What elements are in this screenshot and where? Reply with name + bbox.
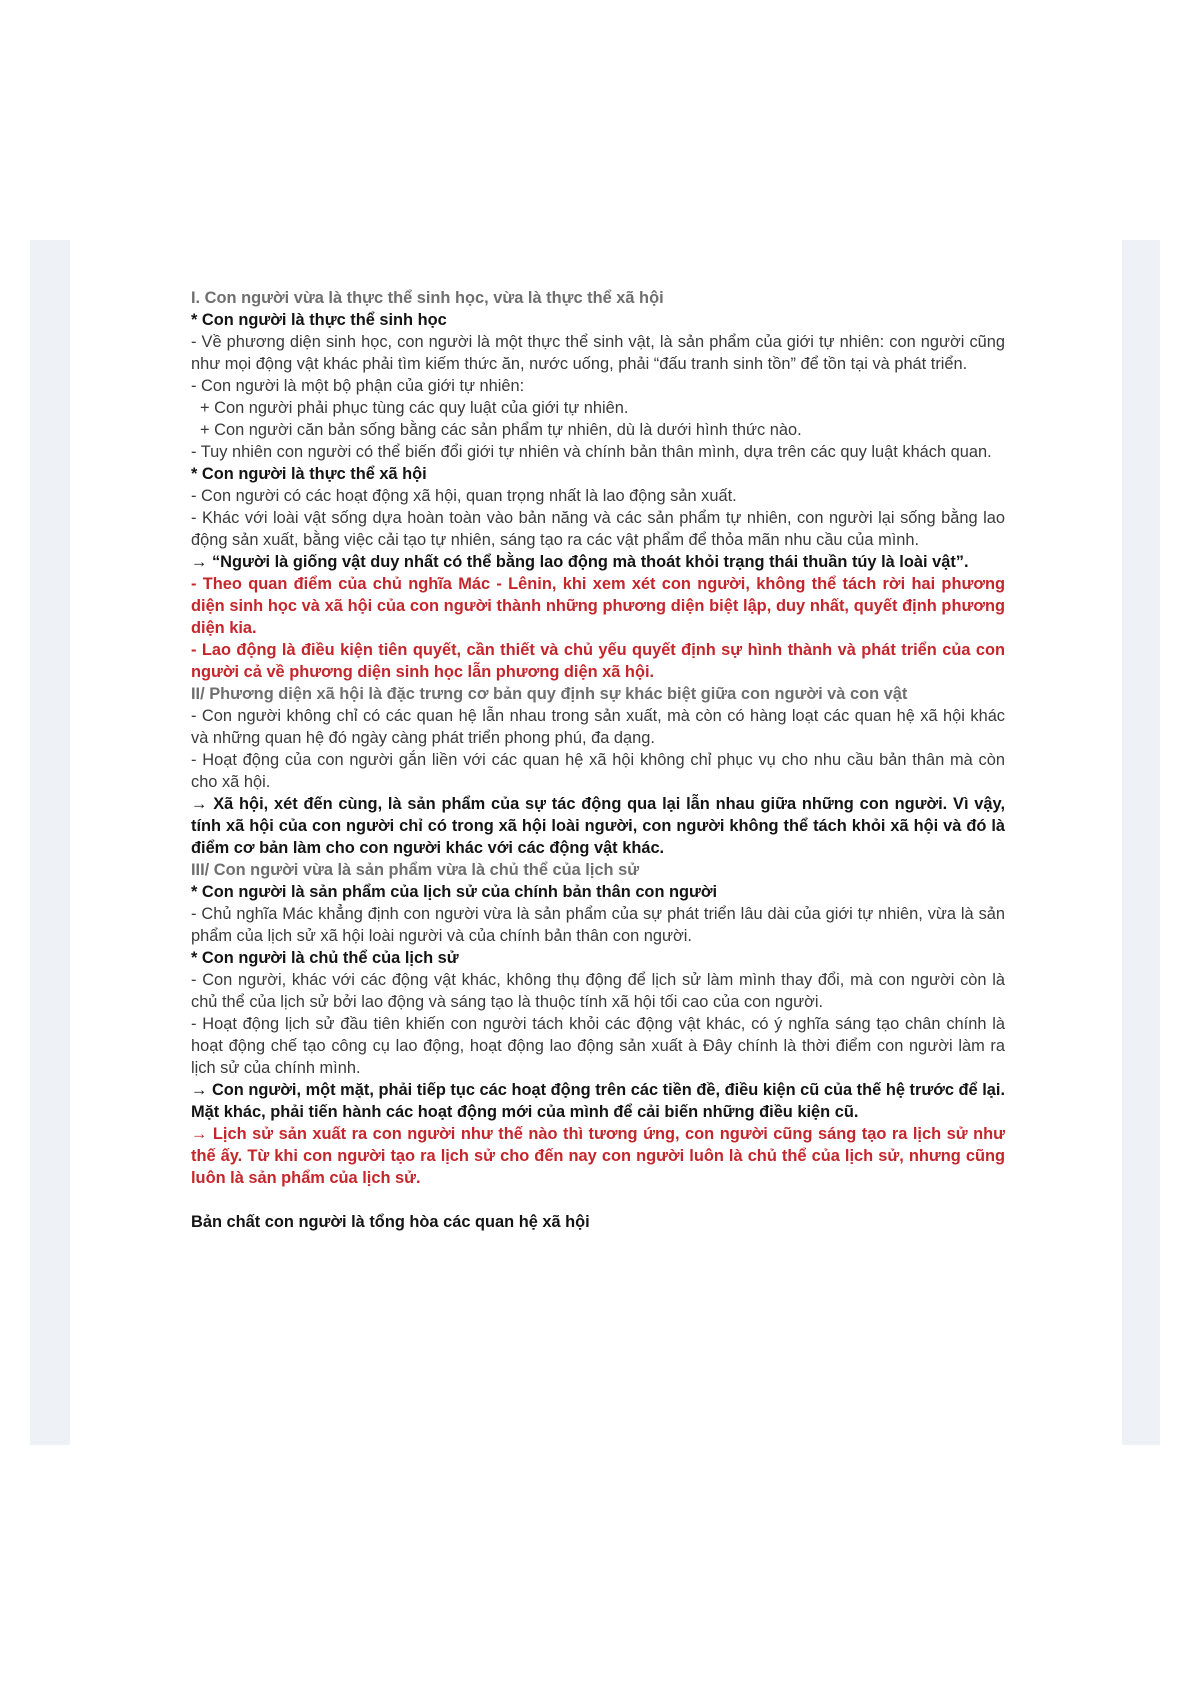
paragraph: - Hoạt động lịch sử đầu tiên khiến con người tách khỏi các động vật khác, có ý nghĩa sáng tạo chân chính là hoạt động chế tạo công cụ lao động, hoạt động lao động sản xuất à Đây chính là thời điểm con người làm ra lịch sử của chính mình.	[191, 1015, 1005, 1077]
section-heading-1: I. Con người vừa là thực thể sinh học, vừa là thực thể xã hội	[191, 289, 664, 307]
paragraph: - Con người, khác với các động vật khác, không thụ động để lịch sử làm mình thay đổi, mà con người còn là chủ thể của lịch sử bởi lao động và sáng tạo là thuộc tính xã hội tối cao của con người.	[191, 971, 1005, 1011]
blank-line	[191, 1189, 1005, 1211]
highlight-paragraph: - Lao động là điều kiện tiên quyết, cần thiết và chủ yếu quyết định sự hình thành và phát triển của con người cả về phương diện sinh học lẫn phương diện xã hội.	[191, 641, 1005, 681]
paragraph: - Hoạt động của con người gắn liền với các quan hệ xã hội không chỉ phục vụ cho nhu cầu bản thân mà còn cho xã hội.	[191, 751, 1005, 791]
paragraph: - Con người là một bộ phận của giới tự nhiên:	[191, 377, 525, 395]
highlight-paragraph: - Theo quan điểm của chủ nghĩa Mác - Lênin, khi xem xét con người, không thể tách rời hai phương diện sinh học và xã hội của con người thành những phương diện biệt lập, duy nhất, quyết định phương diện kia.	[191, 575, 1005, 637]
subheading-social: * Con người là thực thể xã hội	[191, 465, 427, 483]
bold-conclusion: → Xã hội, xét đến cùng, là sản phẩm của sự tác động qua lại lẫn nhau giữa những con người. Vì vậy, tính xã hội của con người chỉ có trong xã hội loài người, con người không thể tách khỏi xã hội và đó là điểm cơ bản làm cho con người khác với các động vật khác.	[191, 795, 1005, 857]
sub-bullet: + Con người căn bản sống bằng các sản phẩm tự nhiên, dù là dưới hình thức nào.	[200, 421, 802, 439]
paragraph: - Con người không chỉ có các quan hệ lẫn nhau trong sản xuất, mà còn có hàng loạt các quan hệ xã hội khác và những quan hệ đó ngày càng phát triển phong phú, đa dạng.	[191, 707, 1005, 747]
subheading-product: * Con người là sản phẩm của lịch sử của chính bản thân con người	[191, 883, 718, 901]
paragraph: - Tuy nhiên con người có thể biến đổi giới tự nhiên và chính bản thân mình, dựa trên các quy luật khách quan.	[191, 443, 992, 461]
subheading-subject: * Con người là chủ thể của lịch sử	[191, 949, 459, 967]
sub-bullet: + Con người phải phục tùng các quy luật của giới tự nhiên.	[200, 399, 629, 417]
subheading-biological: * Con người là thực thể sinh học	[191, 311, 447, 329]
paragraph: - Khác với loài vật sống dựa hoàn toàn vào bản năng và các sản phẩm tự nhiên, con người lại sống bằng lao động sản xuất, bằng việc cải tạo tự nhiên, sáng tạo ra các vật phẩm để thỏa mãn nhu cầu của mình.	[191, 509, 1005, 549]
paragraph: - Chủ nghĩa Mác khẳng định con người vừa là sản phẩm của sự phát triển lâu dài của giới tự nhiên, vừa là sản phẩm của lịch sử xã hội loài người và của chính bản thân con người.	[191, 905, 1005, 945]
bold-conclusion: → “Người là giống vật duy nhất có thể bằng lao động mà thoát khỏi trạng thái thuần túy là loài vật”.	[191, 553, 969, 571]
section-heading-3: III/ Con người vừa là sản phẩm vừa là chủ thể của lịch sử	[191, 861, 640, 879]
document-body	[191, 287, 1005, 1233]
paragraph: - Về phương diện sinh học, con người là một thực thể sinh vật, là sản phẩm của giới tự nhiên: con người cũng như mọi động vật khác phải tìm kiếm thức ăn, nước uống, phải “đấu tranh sinh tồn” để tồn tại và phát triển.	[191, 333, 1005, 373]
section-heading-2: II/ Phương diện xã hội là đặc trưng cơ bản quy định sự khác biệt giữa con người và con vật	[191, 685, 908, 703]
closing-heading: Bản chất con người là tổng hòa các quan hệ xã hội	[191, 1213, 590, 1231]
highlight-paragraph: → Lịch sử sản xuất ra con người như thế nào thì tương ứng, con người cũng sáng tạo ra lịch sử như thế ấy. Từ khi con người tạo ra lịch sử cho đến nay con người luôn là chủ thể của lịch sử, nhưng cũng luôn là sản phẩm của lịch sử.	[191, 1125, 1005, 1187]
bold-conclusion: → Con người, một mặt, phải tiếp tục các hoạt động trên các tiền đề, điều kiện cũ của thế hệ trước để lại. Mặt khác, phải tiến hành các hoạt động mới của mình để cải biến những điều kiện cũ.	[191, 1081, 1005, 1121]
paragraph: - Con người có các hoạt động xã hội, quan trọng nhất là lao động sản xuất.	[191, 487, 737, 505]
